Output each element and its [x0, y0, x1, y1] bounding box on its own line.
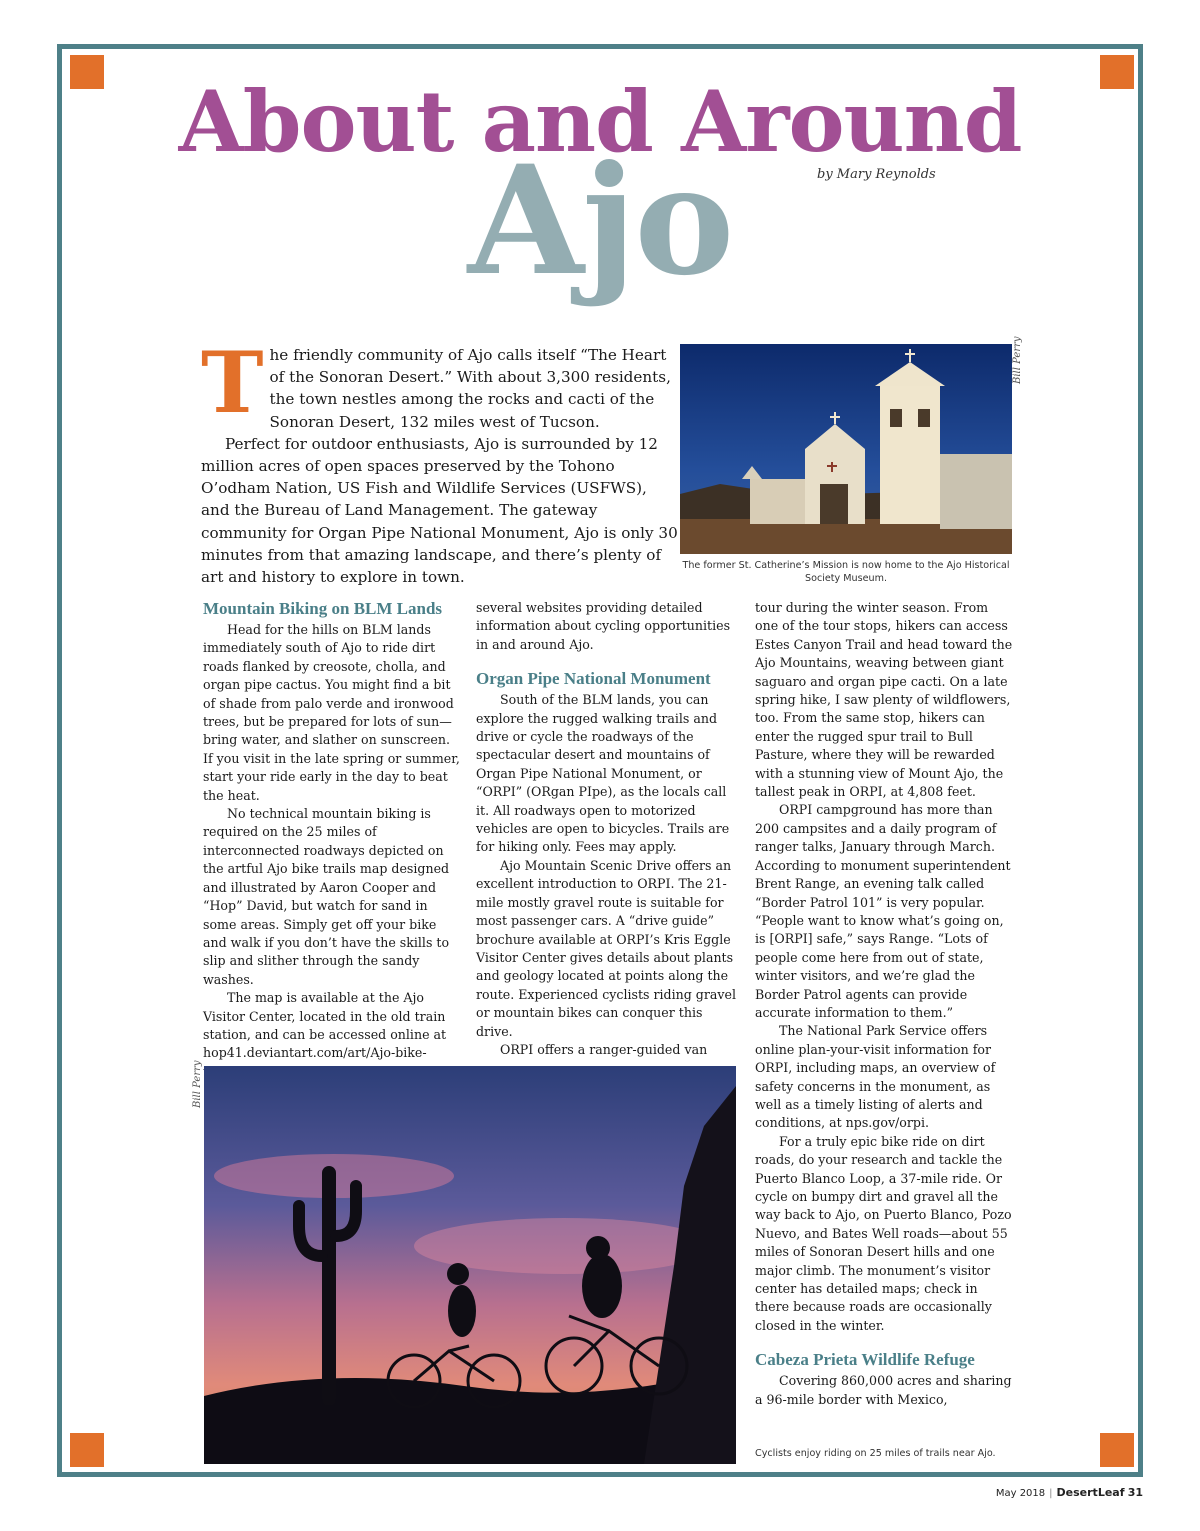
col3-paragraph-0: tour during the winter season. From one of the tour stops, hikers can access Estes Canyon Trail and head toward the Ajo Mountains, weaving between giant saguaro and organ pipe cacti. On a late spring hike, I saw plenty of wildflowers, too. From the same stop, hikers can enter the rugged spur trail to Bull Pasture, where they will be rewarded with a stunning view of Mount Ajo, the tallest peak in ORPI, at 4,808 feet.: [755, 600, 1013, 800]
intro-paragraph-2: Perfect for outdoor enthusiasts, Ajo is surrounded by 12 million acres of open spaces preserved by the Tohono O’odham Nation, US Fish and Wildlife Services (USFWS), and the Bureau of Land Management. The gateway community for Organ Pipe National Monument, Ajo is only 30 minutes from that amazing landscape, and there’s plenty of art and history to explore in town.: [201, 434, 678, 587]
page-number: 31: [1127, 1486, 1143, 1499]
col1-paragraph-2: No technical mountain biking is required on the 25 miles of interconnected roadways depicted on the artful Ajo bike trails map designed and illustrated by Aaron Cooper and “Hop” David, but watch for sand in some areas. Simply get off your bike and walk if you don’t have the skills to slip and slither through the sandy washes.: [203, 806, 450, 987]
corner-square-bottom-right: [1100, 1433, 1134, 1467]
col3-paragraph-3: For a truly epic bike ride on dirt roads, do your research and tackle the Puerto Blanco Loop, a 37-mile ride. Or cycle on bumpy dirt and gravel all the way back to Ajo, on Puerto Blanco, Pozo Nuevo, and Bates Well roads—about 55 miles of Sonoran Desert hills and one major climb. The monument’s visitor center has detailed maps; check in there because roads are occasionally closed in the winter.: [755, 1133, 1012, 1333]
column-1: [203, 597, 461, 1081]
mission-photo: [680, 344, 1012, 554]
col2-paragraph-1: South of the BLM lands, you can explore the rugged walking trails and drive or cycle the roadways of the spectacular desert and mountains of Organ Pipe National Monument, or “ORPI” (ORgan PIpe), as the locals call it. All roadways open to motorized vehicles are open to bicycles. Trails are for hiking only. Fees may apply.: [476, 692, 730, 855]
heading-organ-pipe: Organ Pipe National Monument: [476, 669, 711, 689]
col3-paragraph-4: Covering 860,000 acres and sharing a 96-mile border with Mexico,: [755, 1373, 1012, 1407]
dropcap: T: [201, 333, 264, 432]
byline: by Mary Reynolds: [817, 167, 936, 182]
col2-paragraph-3: ORPI offers a ranger-guided van: [500, 1041, 708, 1057]
mission-caption: The former St. Catherine’s Mission is now home to the Ajo Historical Society Museum.: [682, 560, 1010, 584]
folio: May 2018 | DesertLeaf 31: [995, 1486, 1143, 1499]
col1-paragraph-3: The map is available at the Ajo Visitor Center, located in the old train station, and can be accessed online at hop41.deviantart.com/art/Ajo-bike-: [203, 990, 447, 1061]
col3-paragraph-1: ORPI campground has more than 200 campsites and a daily program of ranger talks, January through March. According to monument superintendent Brent Range, an evening talk called “Border Patrol 101” is very popular. “People want to know what’s going on, is [ORPI] safe,” says Range. “Lots of people come here from out of state, winter visitors, and we’re glad the Border Patrol agents can provide accurate information to them.”: [755, 802, 1011, 1020]
intro-paragraph-1: he friendly community of Ajo calls itself “The Heart of the Sonoran Desert.” With about 3,300 residents, the town nestles among the rocks and cacti of the Sonoran Desert, 132 miles west of Tucson.: [269, 346, 671, 431]
heading-cabeza-prieta: Cabeza Prieta Wildlife Refuge: [755, 1350, 975, 1370]
intro-text: [201, 333, 679, 588]
title-ajo: Ajo: [467, 133, 733, 309]
title-about-and-around: About and Around: [178, 72, 1022, 171]
col2-paragraph-2: Ajo Mountain Scenic Drive offers an excellent introduction to ORPI. The 21-mile mostly gravel route is suitable for most passenger cars. A “drive guide” brochure available at ORPI’s Kris Eggle Visitor Center gives details about plants and geology located at points along the route. Experienced cyclists riding gravel or mountain bikes can conquer this drive.: [476, 857, 736, 1039]
photo-credit-mission: Bill Perry: [1012, 336, 1023, 384]
issue-date: May 2018: [995, 1488, 1046, 1499]
column-2: [476, 599, 736, 1059]
photo-credit-cyclists: Bill Perry: [192, 1060, 203, 1108]
col3-paragraph-2: The National Park Service offers online plan-your-visit information for ORPI, including maps, an overview of safety concerns in the monument, as well as a timely listing of alerts and conditions, at nps.gov/orpi.: [755, 1023, 996, 1131]
cyclists-caption: Cyclists enjoy riding on 25 miles of trails near Ajo.: [755, 1448, 996, 1459]
corner-square-bottom-left: [70, 1433, 104, 1467]
cyclists-photo: [204, 1066, 736, 1464]
magazine-name: DesertLeaf: [1056, 1486, 1125, 1499]
col2-paragraph-0: several websites providing detailed information about cycling opportunities in and around Ajo.: [476, 600, 731, 652]
col1-paragraph-1: Head for the hills on BLM lands immediately south of Ajo to ride dirt roads flanked by creosote, cholla, and organ pipe cactus. You might find a bit of shade from palo verde and ironwood trees, but be prepared for lots of sun—bring water, and slather on sunscreen. If you visit in the late spring or summer, start your ride early in the day to beat the heat.: [203, 622, 460, 803]
column-3: [755, 599, 1013, 1409]
heading-mountain-biking: Mountain Biking on BLM Lands: [203, 599, 443, 618]
